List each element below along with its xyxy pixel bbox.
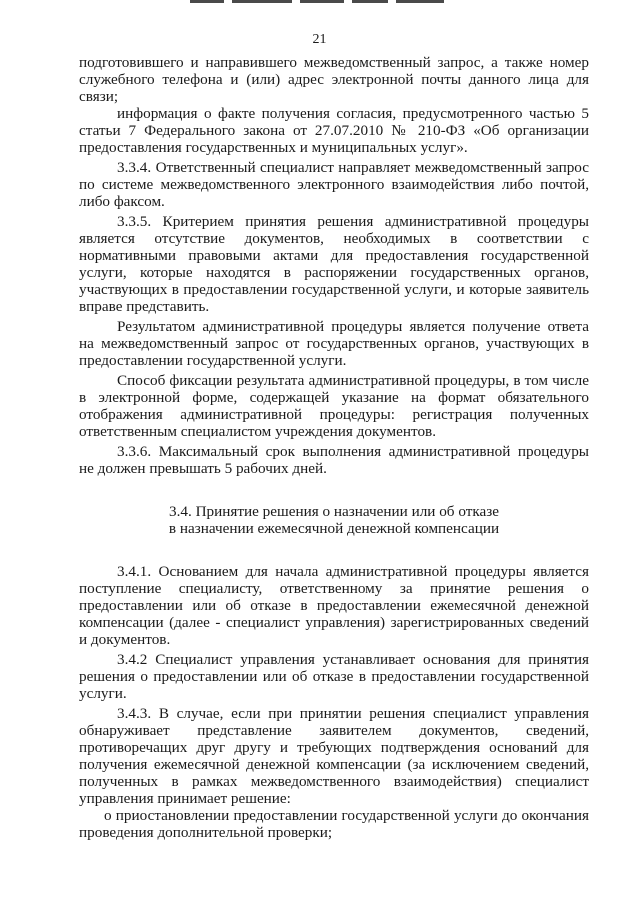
scan-artifact bbox=[352, 0, 388, 3]
paragraph: подготовившего и направившего межведомственный запрос, а также номер служебного телефона и (или) адрес электронной почты данного лица для связи; bbox=[79, 54, 589, 105]
section-heading-line: 3.4. Принятие решения о назначении или об отказе bbox=[169, 503, 499, 520]
paragraph: информация о факте получения согласия, предусмотренного частью 5 статьи 7 Федерального закона от 27.07.2010 № 210-ФЗ «Об организации предоставления государственных и муниципальных услуг». bbox=[79, 105, 589, 156]
paragraph: 3.4.2 Специалист управления устанавливает основания для принятия решения о предоставлении или об отказе в предоставлении государственной услуги. bbox=[79, 651, 589, 702]
page-number: 21 bbox=[312, 32, 327, 47]
paragraph: 3.4.3. В случае, если при принятии решения специалист управления обнаруживает представление заявителем документов, сведений, противоречащих друг другу и требующих подтверждения оснований для получения ежемесячной денежной компенсации (за исключением сведений, полученных в рамках межведомственного взаимодействия) специалист управления принимает решение: bbox=[79, 705, 589, 807]
paragraph: Способ фиксации результата административной процедуры, в том числе в электронной форме, содержащей указание на формат обязательного отображения административной процедуры: регистрация полученных ответственным специалистом учреждения документов. bbox=[79, 372, 589, 440]
paragraph: 3.3.4. Ответственный специалист направляет межведомственный запрос по системе межведомственного электронного взаимодействия либо почтой, либо факсом. bbox=[79, 159, 589, 210]
paragraph: о приостановлении предоставлении государственной услуги до окончания проведения дополнительной проверки; bbox=[79, 807, 589, 841]
scan-artifact bbox=[300, 0, 344, 3]
paragraph: 3.4.1. Основанием для начала административной процедуры является поступление специалисту, ответственному за принятие решения о предоставлении или об отказе в предоставлении ежемесячной денежной компенсации (далее - специалист управления) зарегистрированных сведений и документов. bbox=[79, 563, 589, 648]
document-body bbox=[79, 54, 589, 841]
paragraph: 3.3.6. Максимальный срок выполнения административной процедуры не должен превышать 5 рабочих дней. bbox=[79, 443, 589, 477]
scan-artifact bbox=[396, 0, 444, 3]
section-heading bbox=[79, 503, 589, 537]
scan-artifact bbox=[190, 0, 224, 3]
scan-artifact bbox=[232, 0, 292, 3]
paragraph: Результатом административной процедуры является получение ответа на межведомственный запрос от государственных органов, участвующих в предоставлении государственной услуги. bbox=[79, 318, 589, 369]
section-heading-line: в назначении ежемесячной денежной компенсации bbox=[168, 520, 500, 537]
paragraph: 3.3.5. Критерием принятия решения административной процедуры является отсутствие документов, необходимых в соответствии с нормативными правовыми актами для предоставления государственной услуги, которые находятся в распоряжении государственных органов, участвующих в предоставлении государственной услуги, и которые заявитель вправе представить. bbox=[79, 213, 589, 315]
